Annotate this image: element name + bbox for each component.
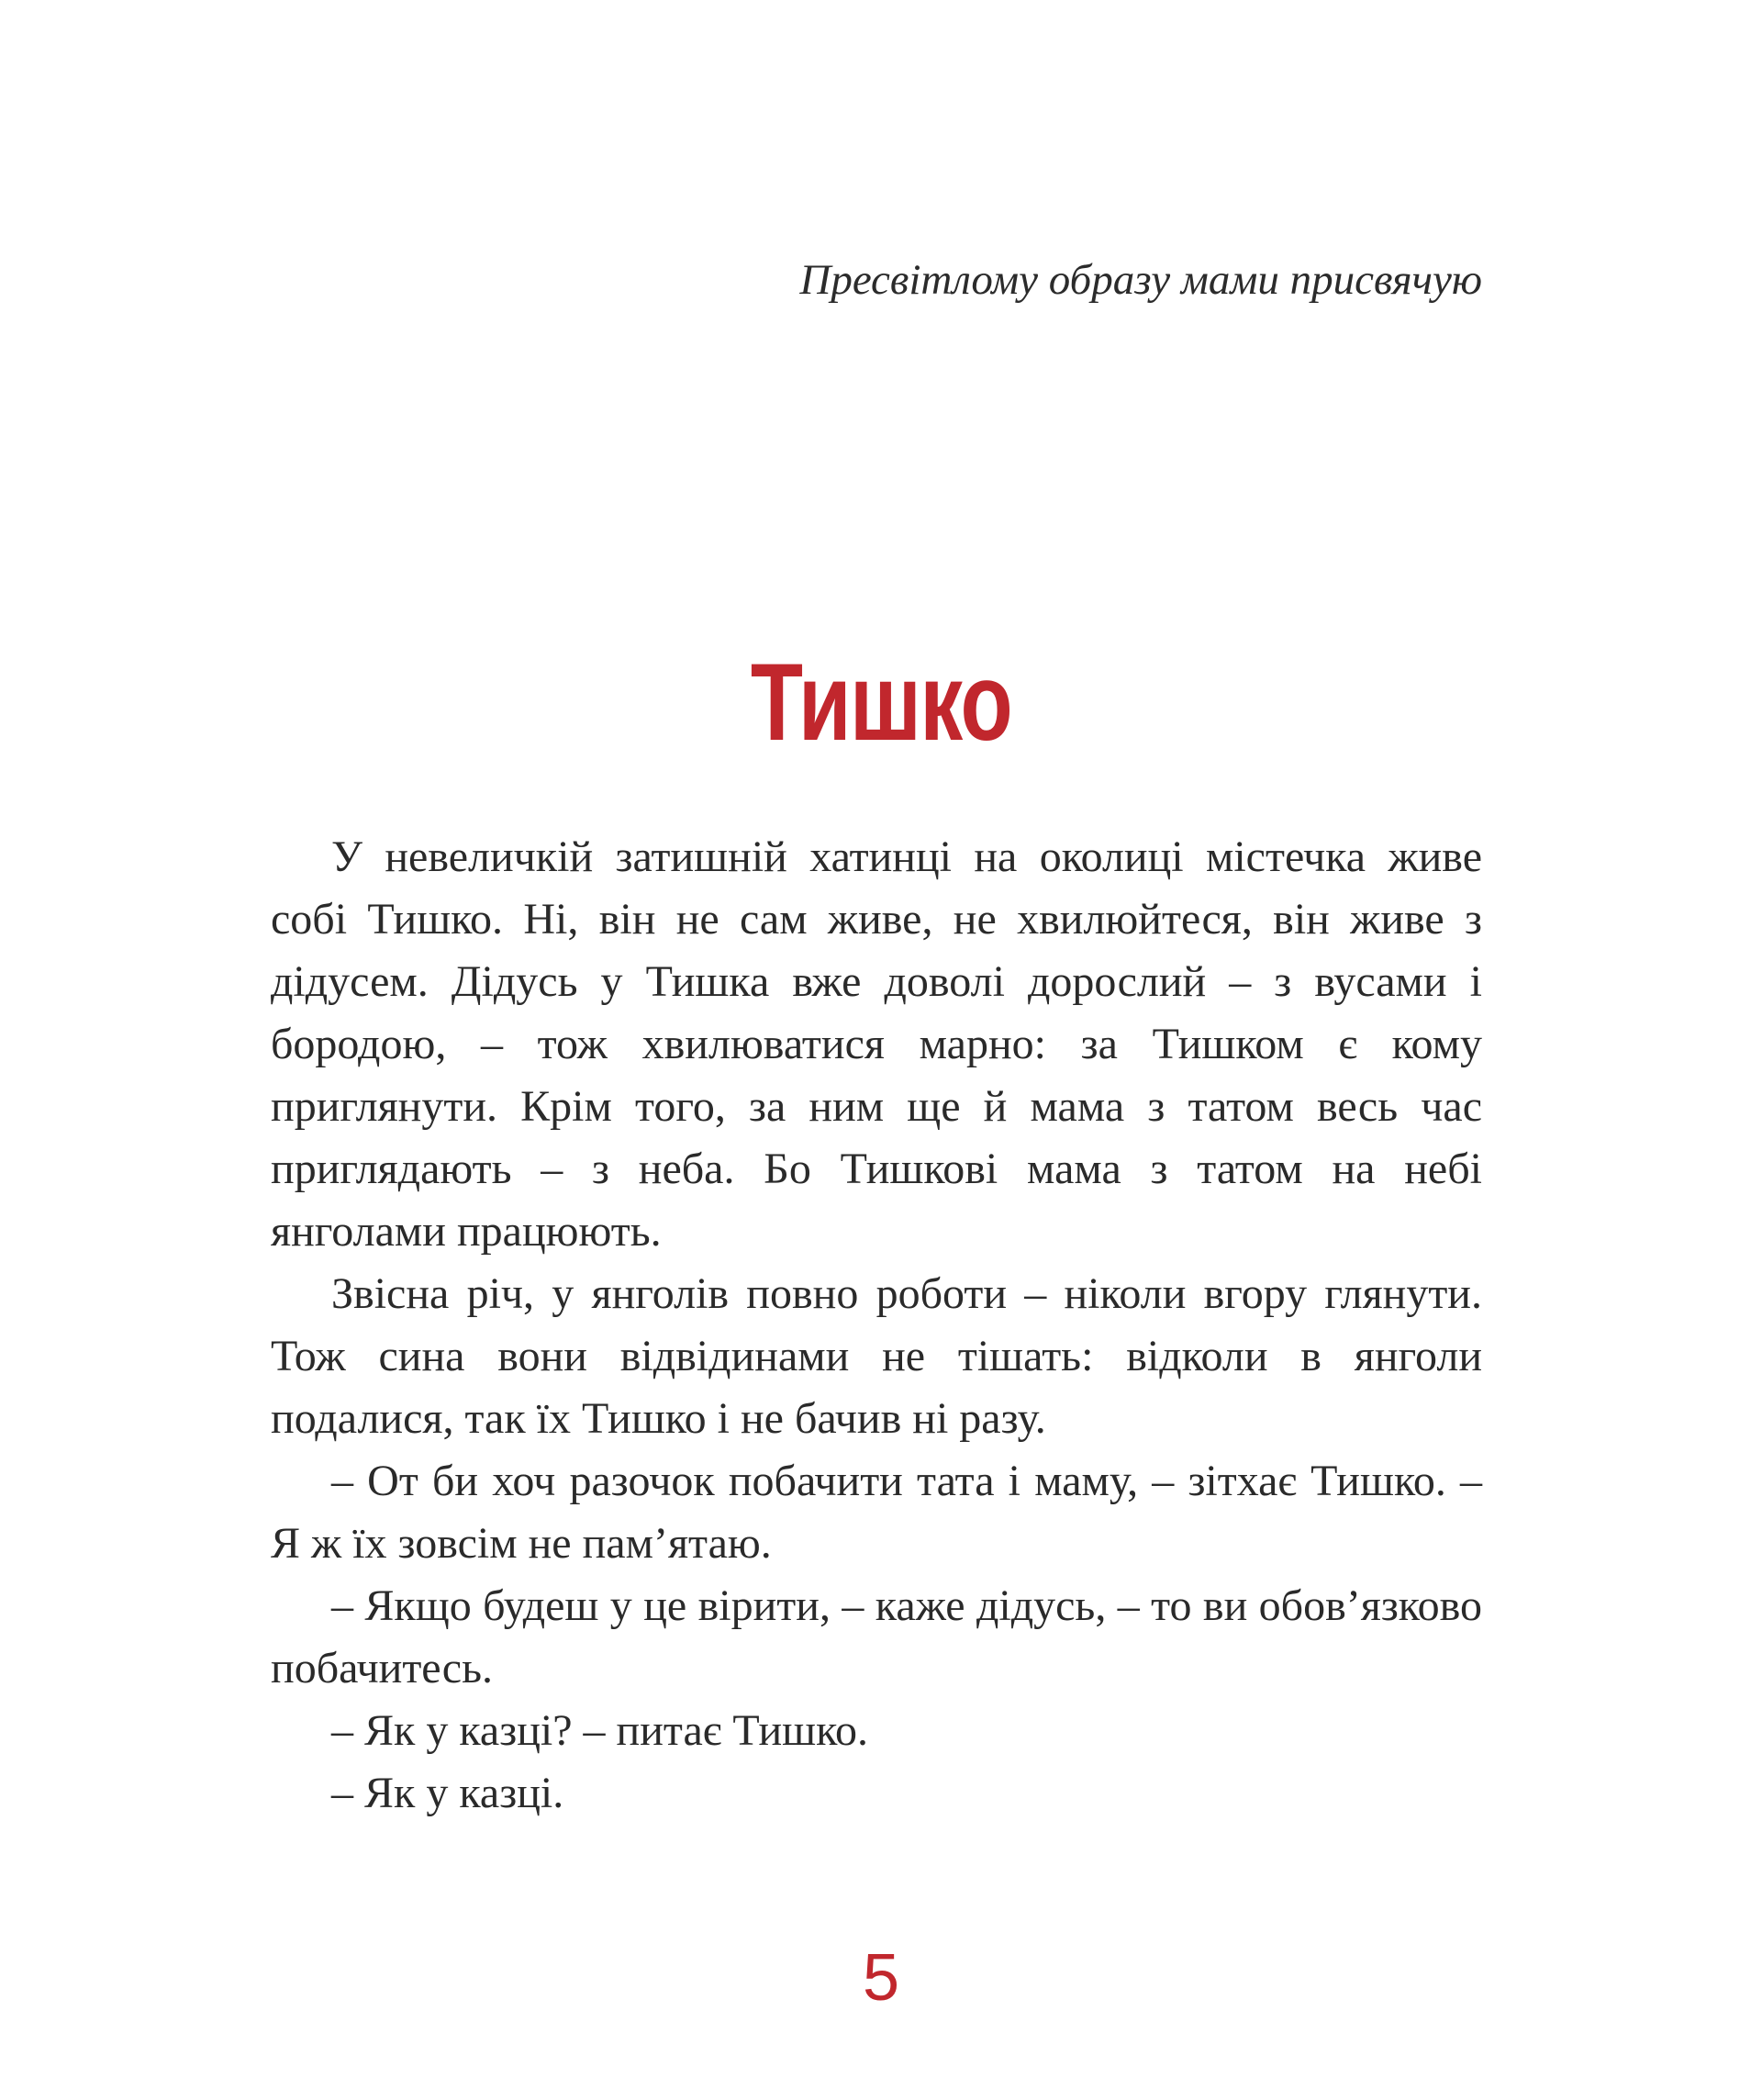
paragraph: Звісна річ, у янголів повно роботи – ніколи вгору глянути. Тож сина вони відвідинами не тішать: відколи в янголи подалися, так їх Тишко і не бачив ні разу. [271,1269,1482,1443]
chapter-title: Тишко [750,641,1012,764]
paragraph: – От би хоч разочок побачити тата і маму, – зітхає Тишко. – Я ж їх зовсім не пам’ятаю. [271,1457,1482,1568]
dedication: Пресвітлому образу мами присвячую [799,256,1482,304]
story-text [271,826,1482,1825]
page-number: 5 [862,1941,900,2015]
paragraph: – Як у казці? – питає Тишко. [331,1706,869,1755]
paragraph: У невеличкій затишній хатинці на околиці містечка живе собі Тишко. Ні, він не сам живе, не хвилюйтеся, він живе з дідусем. Дідусь у Тишка вже доволі дорослий – з вусами і бородою, – тож хвилюватися марно: за Тишком є кому приглянути. Крім того, за ним ще й мама з татом весь час приглядають – з неба. Бо Тишкові мама з татом на небі янголами працюють. [271,832,1482,1256]
paragraph: – Якщо будеш у це вірити, – каже дідусь, – то ви обов’язково побачитесь. [271,1581,1482,1692]
paragraph: – Як у казці. [331,1769,564,1817]
